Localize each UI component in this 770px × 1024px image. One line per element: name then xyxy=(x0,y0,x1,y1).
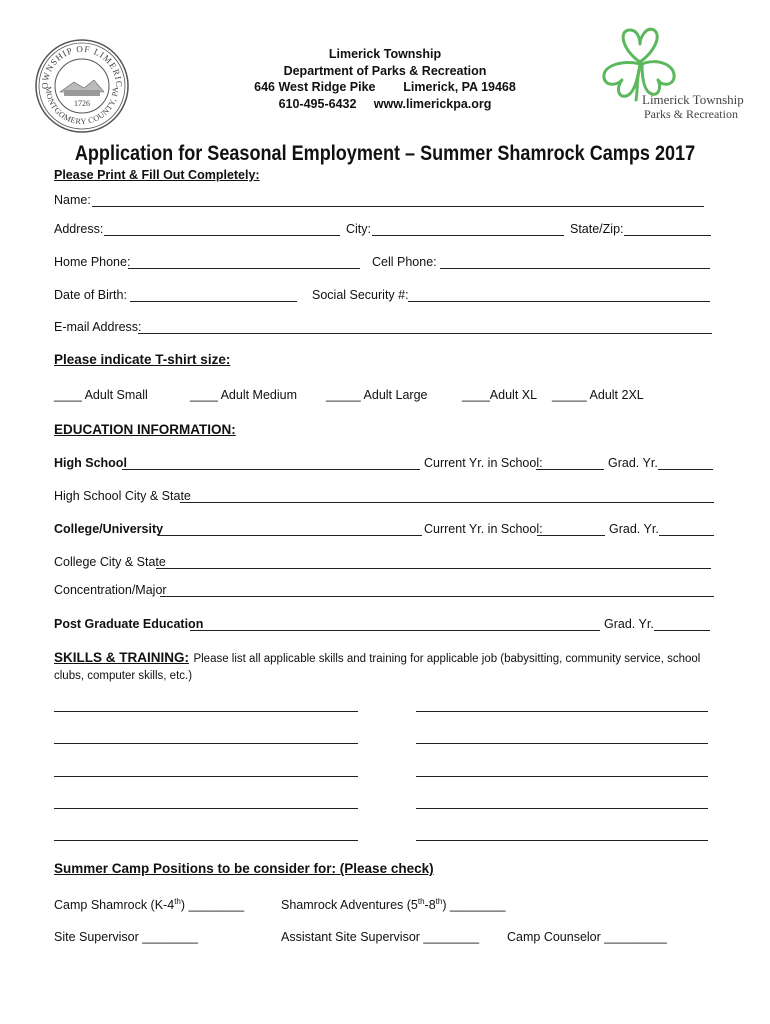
ssn-label: Social Security #: xyxy=(312,288,409,302)
college-field[interactable] xyxy=(158,535,422,536)
seal-bottom-text: MONTGOMERY COUNTY, PA xyxy=(43,86,121,127)
college-grad-yr-label: Grad. Yr. xyxy=(609,522,659,536)
site-supervisor-option[interactable]: Site Supervisor ________ xyxy=(54,930,198,944)
address-label: Address: xyxy=(54,222,104,236)
skills-heading: SKILLS & TRAINING: xyxy=(54,650,189,665)
hs-current-yr-field[interactable] xyxy=(536,469,604,470)
adventures-mid: -8 xyxy=(424,898,436,913)
skills-line[interactable] xyxy=(416,711,708,712)
department-name: Department of Parks & Recreation xyxy=(283,63,487,78)
shamrock-adventures-option[interactable] xyxy=(281,897,506,912)
hs-current-yr-label: Current Yr. in School: xyxy=(424,456,543,470)
post-grad-yr-label: Grad. Yr. xyxy=(604,617,654,631)
camp-shamrock-label: Camp Shamrock (K-4 xyxy=(54,898,175,913)
tshirt-option-xl[interactable]: ____Adult XL xyxy=(462,388,538,402)
hs-city-label: High School City & State xyxy=(54,489,191,503)
skills-note: Please list all applicable skills and training for applicable job (babysitting, community service, school clubs, computer skills, etc.) xyxy=(54,653,701,682)
tshirt-option-medium[interactable]: ____ Adult Medium xyxy=(190,388,298,402)
assistant-supervisor-option[interactable]: Assistant Site Supervisor ________ xyxy=(281,930,480,944)
name-field[interactable] xyxy=(92,206,704,207)
org-name: Limerick Township xyxy=(328,47,442,61)
college-label: College/University xyxy=(54,522,164,536)
city-field[interactable] xyxy=(372,235,564,236)
contact-info: 610-495-6432 www.limerickpa.org xyxy=(278,96,492,111)
address-field[interactable] xyxy=(104,235,340,236)
home-phone-field[interactable] xyxy=(128,268,360,269)
state-zip-field[interactable] xyxy=(624,235,711,236)
college-current-yr-label: Current Yr. in School: xyxy=(424,522,543,536)
adventures-label: Shamrock Adventures (5 xyxy=(281,898,418,913)
camp-shamrock-sup: th xyxy=(174,897,181,906)
adventures-end: ) ________ xyxy=(442,898,506,913)
post-grad-label: Post Graduate Education xyxy=(54,617,204,631)
camp-shamrock-end: ) ________ xyxy=(180,898,245,913)
skills-line[interactable] xyxy=(54,743,358,744)
dob-label: Date of Birth: xyxy=(54,288,127,302)
skills-line[interactable] xyxy=(54,776,358,777)
seal-year: 1726 xyxy=(74,99,90,108)
seal-top-text: OWNSHIP OF LIMERIC xyxy=(39,43,125,90)
adventures-sup1: th xyxy=(417,897,425,906)
skills-line[interactable] xyxy=(54,808,358,809)
college-current-yr-field[interactable] xyxy=(537,535,605,536)
post-grad-field[interactable] xyxy=(190,630,600,631)
email-field[interactable] xyxy=(138,333,712,334)
skills-line[interactable] xyxy=(416,743,708,744)
education-heading: EDUCATION INFORMATION: xyxy=(54,422,236,437)
street-address: 646 West Ridge Pike Limerick, PA 19468 xyxy=(254,80,516,94)
ssn-field[interactable] xyxy=(408,301,710,302)
concentration-label: Concentration/Major xyxy=(54,583,167,597)
skills-section xyxy=(54,650,720,684)
college-city-label: College City & State xyxy=(54,555,166,569)
logo-line2: Parks & Recreation xyxy=(644,107,738,121)
city-label: City: xyxy=(346,222,371,236)
name-label: Name: xyxy=(54,193,91,207)
shamrock-logo xyxy=(596,24,746,124)
high-school-field[interactable] xyxy=(122,469,420,470)
camp-counselor-option[interactable]: Camp Counselor _________ xyxy=(507,930,667,944)
township-seal xyxy=(34,38,130,134)
cell-phone-field[interactable] xyxy=(440,268,710,269)
form-title: Application for Seasonal Employment – Summer Shamrock Camps 2017 xyxy=(74,142,696,165)
dob-field[interactable] xyxy=(130,301,297,302)
skills-line[interactable] xyxy=(416,840,708,841)
logo-line1: Limerick Township xyxy=(642,92,744,107)
cell-phone-label: Cell Phone: xyxy=(372,255,437,269)
high-school-label: High School xyxy=(54,456,127,470)
college-city-field[interactable] xyxy=(156,568,711,569)
skills-line[interactable] xyxy=(416,808,708,809)
hs-grad-yr-label: Grad. Yr. xyxy=(608,456,658,470)
shamrock-icon xyxy=(604,29,674,100)
home-phone-label: Home Phone: xyxy=(54,255,131,269)
tshirt-option-2xl[interactable]: _____ Adult 2XL xyxy=(552,388,644,402)
instructions: Please Print & Fill Out Completely: xyxy=(54,168,260,182)
state-zip-label: State/Zip: xyxy=(570,222,624,236)
skills-line[interactable] xyxy=(54,711,358,712)
hs-city-field[interactable] xyxy=(180,502,714,503)
concentration-field[interactable] xyxy=(160,596,714,597)
hs-grad-yr-field[interactable] xyxy=(658,469,713,470)
tshirt-heading: Please indicate T-shirt size: xyxy=(54,352,231,367)
skills-line[interactable] xyxy=(416,776,708,777)
tshirt-option-small[interactable]: ____ Adult Small xyxy=(54,388,148,402)
camp-shamrock-option[interactable] xyxy=(54,897,244,912)
tshirt-option-large[interactable]: _____ Adult Large xyxy=(326,388,428,402)
post-grad-yr-field[interactable] xyxy=(654,630,710,631)
adventures-sup2: th xyxy=(435,897,443,906)
svg-text:TOWNSHIP OF LIMERICK xyxy=(34,38,124,89)
letterhead xyxy=(220,46,550,112)
email-label: E-mail Address: xyxy=(54,320,142,334)
college-grad-yr-field[interactable] xyxy=(659,535,714,536)
positions-heading: Summer Camp Positions to be consider for: (Please check) xyxy=(54,861,434,876)
skills-line[interactable] xyxy=(54,840,358,841)
